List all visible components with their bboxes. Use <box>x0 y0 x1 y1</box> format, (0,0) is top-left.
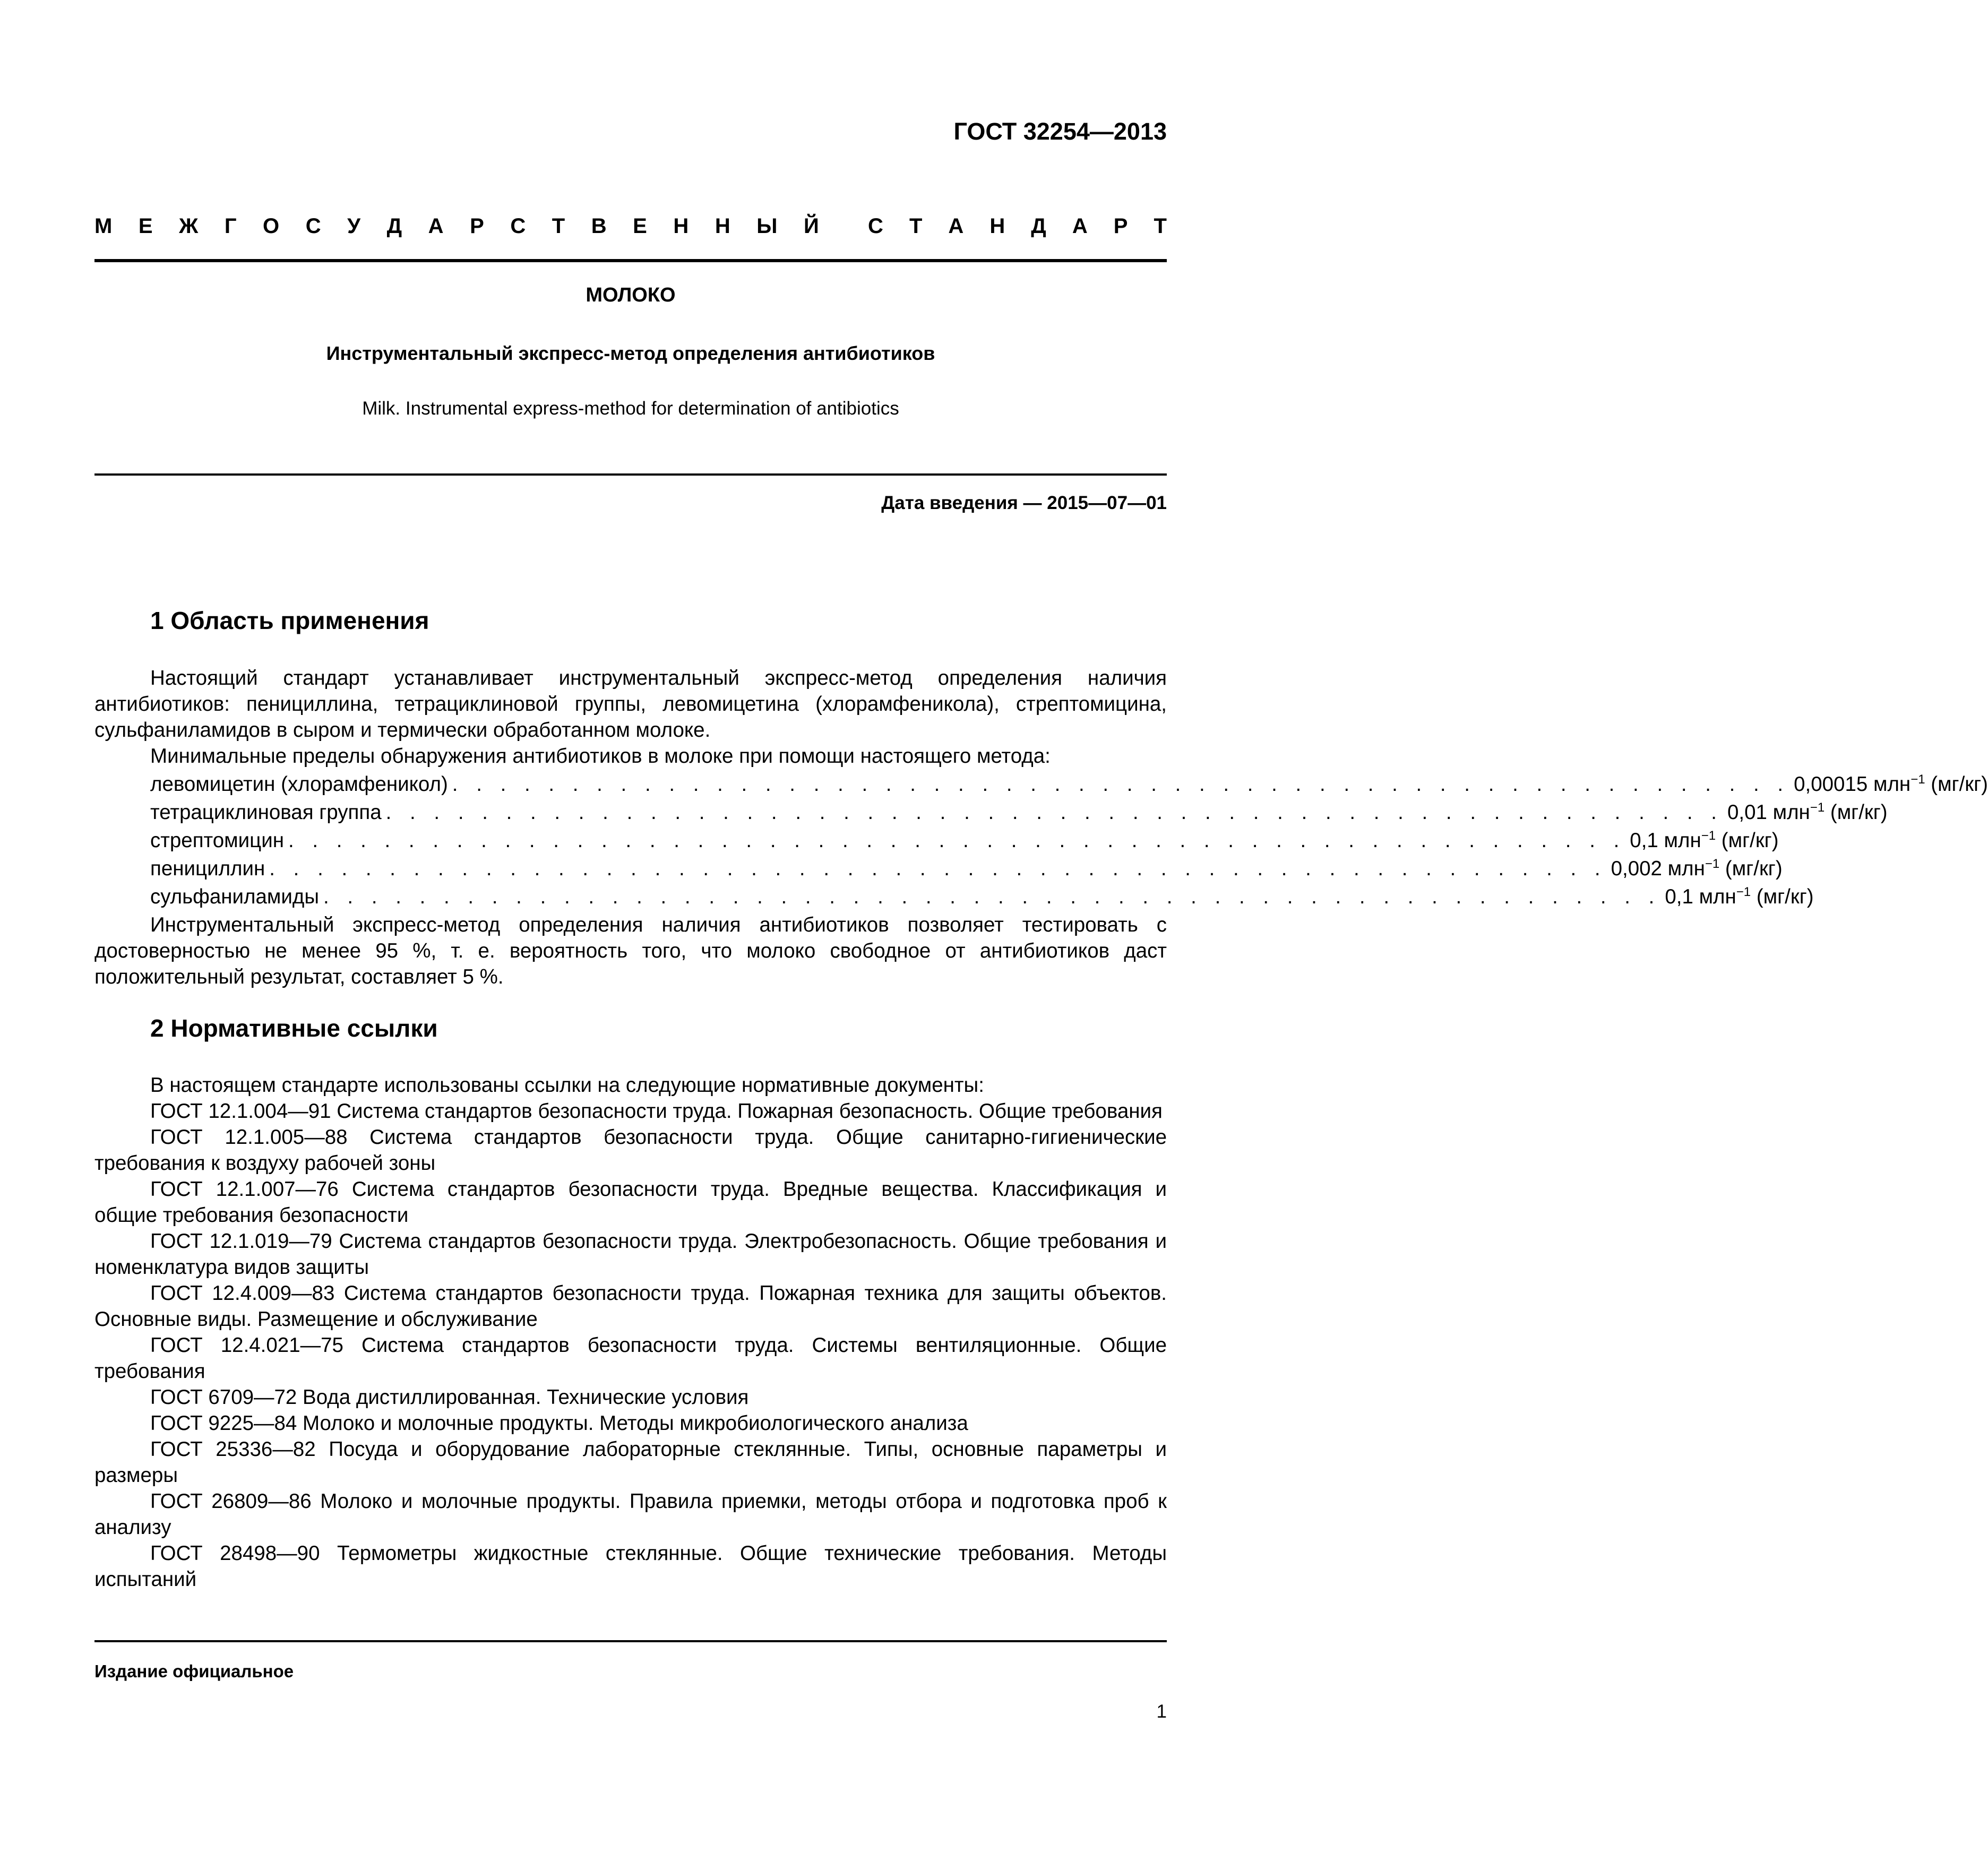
leader-dots: . . . . . . . . . . . . . . . . . . . . . . . . . . . . . . . . . . . . . . . . . . . . . . . . . . . . . . . . <box>269 857 1607 880</box>
reference-item: ГОСТ 28498—90 Термометры жидкостные стеклянные. Общие технические требования. Методы испытаний <box>94 1542 1167 1591</box>
title-divider <box>94 473 1167 476</box>
antibiotic-name: левомицетин (хлорамфеникол) <box>150 773 448 796</box>
scope-reliability-paragraph: Инструментальный экспресс-метод определения наличия антибиотиков позволяет тестировать с достоверностью не менее 95 %, т. е. вероятность того, что молоко свободное от антибиотиков даст положительный результат, составляет 5 %. <box>94 913 1167 988</box>
page-number: 1 <box>1156 1701 1167 1722</box>
reference-item: ГОСТ 12.1.019—79 Система стандартов безопасности труда. Электробезопасность. Общие требования и номенклатура видов защиты <box>94 1230 1167 1279</box>
references-intro: В настоящем стандарте использованы ссылки на следующие нормативные документы: <box>150 1074 984 1097</box>
letter: С <box>868 214 883 238</box>
antibiotic-name: стрептомицин <box>150 829 284 852</box>
limit-value: 0,002 млн$^{-1}$ (мг/кг) <box>1611 857 1783 880</box>
limit-value: 0,01 млн$^{-1}$ (мг/кг) <box>1727 800 1888 824</box>
reference-item: ГОСТ 12.1.005—88 Система стандартов безопасности труда. Общие санитарно-гигиенические требования к воздуху рабочей зоны <box>94 1126 1167 1175</box>
letter: Т <box>1154 214 1167 238</box>
letter: М <box>94 214 113 238</box>
limit-row <box>94 771 1988 799</box>
limit-row <box>94 799 1888 827</box>
introduction-date: Дата введения — 2015—07—01 <box>881 493 1167 513</box>
letter: Т <box>552 214 565 238</box>
reference-item: ГОСТ 12.4.009—83 Система стандартов безопасности труда. Пожарная техника для защиты объектов. Основные виды. Размещение и обслуживание <box>94 1282 1167 1331</box>
scope-paragraph: Настоящий стандарт устанавливает инструментальный экспресс-метод определения наличия антибиотиков: пенициллина, тетрациклиновой группы, левомицетина (хлорамфеникола), стрептомицина, сульфаниламидов в сыром и термически обработанном молоке. <box>94 667 1167 742</box>
antibiotic-name: сульфаниламиды <box>150 885 320 908</box>
letter: А <box>1072 214 1088 238</box>
limit-value: 0,00015 млн$^{-1}$ (мг/кг) <box>1794 772 1988 796</box>
antibiotic-name: тетрациклиновая группа <box>150 801 382 824</box>
section-scope-body <box>94 665 1988 990</box>
letter: Н <box>715 214 730 238</box>
limit-row <box>94 856 1783 884</box>
official-edition-label: Издание официальное <box>94 1661 294 1681</box>
reference-item: ГОСТ 26809—86 Молоко и молочные продукты. Правила приемки, методы отбора и подготовка проб к анализу <box>94 1490 1167 1539</box>
letter: Е <box>138 214 153 238</box>
document-title-english: Milk. Instrumental express-method for determination of antibiotics <box>362 398 899 419</box>
letter: А <box>428 214 444 238</box>
limit-value: 0,1 млн$^{-1}$ (мг/кг) <box>1630 829 1779 852</box>
letter: В <box>591 214 607 238</box>
header-divider <box>94 259 1167 262</box>
letter: Т <box>909 214 923 238</box>
antibiotic-name: пенициллин <box>150 857 265 880</box>
leader-dots: . . . . . . . . . . . . . . . . . . . . . . . . . . . . . . . . . . . . . . . . . . . . . . . . . . . . . . . . <box>385 801 1723 824</box>
standard-type-word-standard <box>868 214 1167 238</box>
letter: С <box>305 214 321 238</box>
letter: У <box>347 214 361 238</box>
letter: Г <box>224 214 237 238</box>
letter: О <box>263 214 280 238</box>
letter: Д <box>386 214 402 238</box>
document-title: МОЛОКО <box>586 284 676 306</box>
footer-divider <box>94 1640 1167 1642</box>
letter: Ы <box>756 214 778 238</box>
letter: Й <box>804 214 819 238</box>
leader-dots: . . . . . . . . . . . . . . . . . . . . . . . . . . . . . . . . . . . . . . . . . . . . . . . . . . . . . . . . <box>288 829 1626 852</box>
letter: С <box>510 214 526 238</box>
standard-type-word-interstate <box>94 214 819 238</box>
section-heading-scope: 1 Область применения <box>150 607 429 634</box>
letter: А <box>948 214 964 238</box>
letter: Е <box>633 214 647 238</box>
reference-item: ГОСТ 12.4.021—75 Система стандартов безопасности труда. Системы вентиляционные. Общие требования <box>94 1334 1167 1383</box>
letter: Ж <box>179 214 199 238</box>
reference-item: ГОСТ 12.1.007—76 Система стандартов безопасности труда. Вредные вещества. Классификация и общие требования безопасности <box>94 1178 1167 1227</box>
leader-dots: . . . . . . . . . . . . . . . . . . . . . . . . . . . . . . . . . . . . . . . . . . . . . . . . . . . . . . . . <box>323 885 1661 908</box>
section-heading-references: 2 Нормативные ссылки <box>150 1014 438 1042</box>
standard-type-heading <box>94 210 1167 242</box>
letter: Р <box>470 214 484 238</box>
letter: Р <box>1113 214 1128 238</box>
letter: Н <box>673 214 689 238</box>
limit-value: 0,1 млн$^{-1}$ (мг/кг) <box>1665 885 1814 908</box>
reference-item: ГОСТ 6709—72 Вода дистиллированная. Технические условия <box>150 1386 749 1409</box>
reference-item: ГОСТ 25336—82 Посуда и оборудование лабораторные стеклянные. Типы, основные параметры и размеры <box>94 1438 1167 1487</box>
letter: Д <box>1031 214 1046 238</box>
section-references-body <box>94 1072 1167 1592</box>
leader-dots: . . . . . . . . . . . . . . . . . . . . . . . . . . . . . . . . . . . . . . . . . . . . . . . . . . . . . . . . <box>452 773 1790 796</box>
gost-number: ГОСТ 32254—2013 <box>953 118 1167 145</box>
reference-item: ГОСТ 9225—84 Молоко и молочные продукты. Методы микробиологического анализа <box>150 1412 968 1435</box>
document-subtitle: Инструментальный экспресс-метод определения антибиотиков <box>326 342 935 364</box>
letter: Н <box>989 214 1005 238</box>
scope-limits-intro: Минимальные пределы обнаружения антибиотиков в молоке при помощи настоящего метода: <box>150 745 1051 768</box>
limit-row <box>94 827 1779 856</box>
limit-row <box>94 884 1814 912</box>
reference-item: ГОСТ 12.1.004—91 Система стандартов безопасности труда. Пожарная безопасность. Общие требования <box>150 1100 1163 1123</box>
